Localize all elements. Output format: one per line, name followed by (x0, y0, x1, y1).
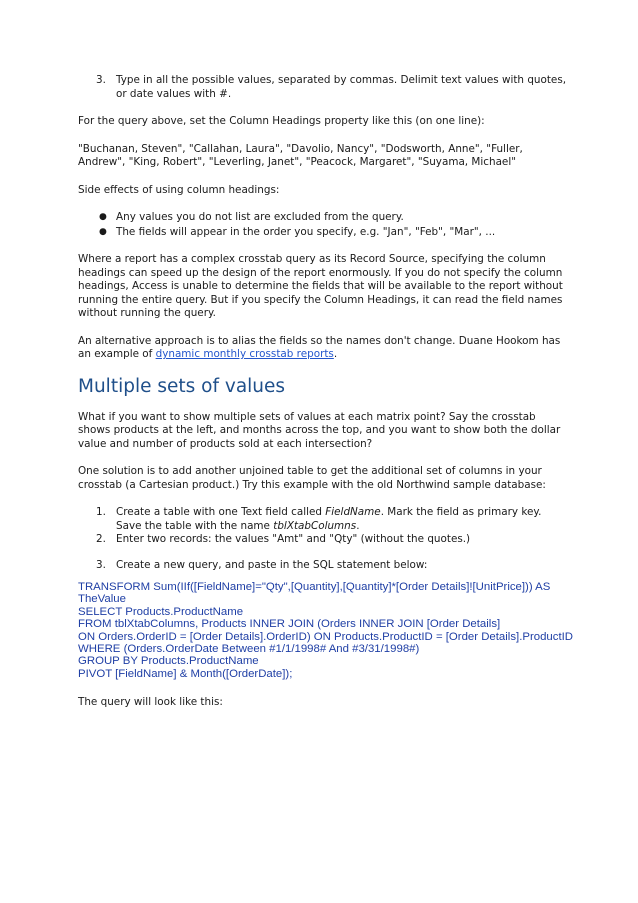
list-item (78, 211, 568, 225)
paragraph-alias-end: . (333, 348, 338, 360)
paragraph-solution: One solution is to add another unjoined table to get the additional set of columns in your crosstab (a Cartesian product.) Try this example with the old Northwind sample database: (78, 465, 546, 491)
sql-line: TheValue (78, 593, 126, 606)
sql-line: FROM tblXtabColumns, Products INNER JOIN (Orders INNER JOIN [Order Details] (78, 618, 501, 631)
step1-text-middle: . Mark the field as primary key. Save the table with the name (116, 506, 542, 532)
sql-line: WHERE (Orders.OrderDate Between #1/1/1998# And #3/31/1998#) (78, 643, 420, 656)
numbered-list-top (78, 74, 568, 101)
sql-line: PIVOT [FieldName] & Month([OrderDate]); (78, 667, 293, 680)
paragraph-side-effects: Side effects of using column headings: (78, 183, 280, 196)
field-name-term: FieldName (325, 506, 381, 518)
sql-line: GROUP BY Products.ProductName (78, 655, 259, 668)
table-name-term: tblXtabColumns (273, 519, 357, 532)
list-item (78, 506, 568, 533)
list-number: 1. (96, 506, 106, 518)
list-item-text: Type in all the possible values, separated by commas. Delimit text values with quotes, or date values with #. (116, 74, 567, 100)
paragraph-alias (78, 335, 568, 362)
list-item (78, 226, 568, 240)
step1-text-start: Create a table with one Text field called (116, 506, 326, 518)
list-number: 3. (96, 74, 106, 86)
list-number: 3. (96, 558, 106, 571)
paragraph-alias-text: An alternative approach is to alias the fields so the names don't change. Duane Hookom has an example of (78, 334, 561, 360)
numbered-list-steps (78, 506, 568, 572)
bullet-icon: ● (99, 226, 107, 237)
sql-line: SELECT Products.ProductName (78, 605, 244, 618)
list-item (78, 559, 568, 573)
paragraph-column-headings: For the query above, set the Column Headings property like this (on one line): (78, 115, 485, 127)
list-item-text: The fields will appear in the order you specify, e.g. "Jan", "Feb", "Mar", ... (116, 225, 496, 238)
sql-code-block (78, 581, 574, 680)
paragraph-report: Where a report has a complex crosstab query as its Record Source, specifying the column headings can speed up the design of the report enormously. If you do not specify the column headings, Access is unable to determine the fields that will be available to the report without running the entire query. But if you specify the Column Headings, it can read the field names without running the query. (78, 253, 563, 319)
list-item (78, 74, 568, 101)
bullet-list (78, 211, 568, 239)
list-item (78, 533, 568, 547)
sql-line: TRANSFORM Sum(IIf([FieldName]="Qty",[Quantity],[Quantity]*[Order Details]![UnitPrice])) AS (78, 581, 551, 593)
paragraph-what-if: What if you want to show multiple sets of values at each matrix point? Say the crosstab shows products at the left, and months across the top, and you want to show both the dollar value and number of products sold at each intersection? (78, 410, 561, 450)
sql-line: ON Orders.OrderID = [Order Details].OrderID) ON Products.ProductID = [Order Details].ProductID (78, 630, 574, 643)
list-item-text: Enter two records: the values "Amt" and "Qty" (without the quotes.) (116, 533, 471, 545)
paragraph-heading-values: "Buchanan, Steven", "Callahan, Laura", "Davolio, Nancy", "Dodsworth, Anne", "Fuller, Andrew", "King, Robert", "Leverling, Janet", "Peacock, Margaret", "Suyama, Michael" (78, 142, 523, 168)
list-item-text: Any values you do not list are excluded from the query. (116, 211, 404, 223)
crosstab-reports-link[interactable]: dynamic monthly crosstab reports (155, 348, 334, 360)
section-heading: Multiple sets of values (78, 375, 286, 397)
list-item-text: Create a new query, and paste in the SQL statement below: (116, 558, 428, 571)
bullet-icon: ● (99, 212, 107, 222)
page-content (78, 74, 574, 710)
list-number: 2. (96, 533, 106, 545)
list-item-text (116, 506, 541, 532)
step1-text-end: . (356, 519, 360, 532)
paragraph-final: The query will look like this: (78, 696, 223, 709)
